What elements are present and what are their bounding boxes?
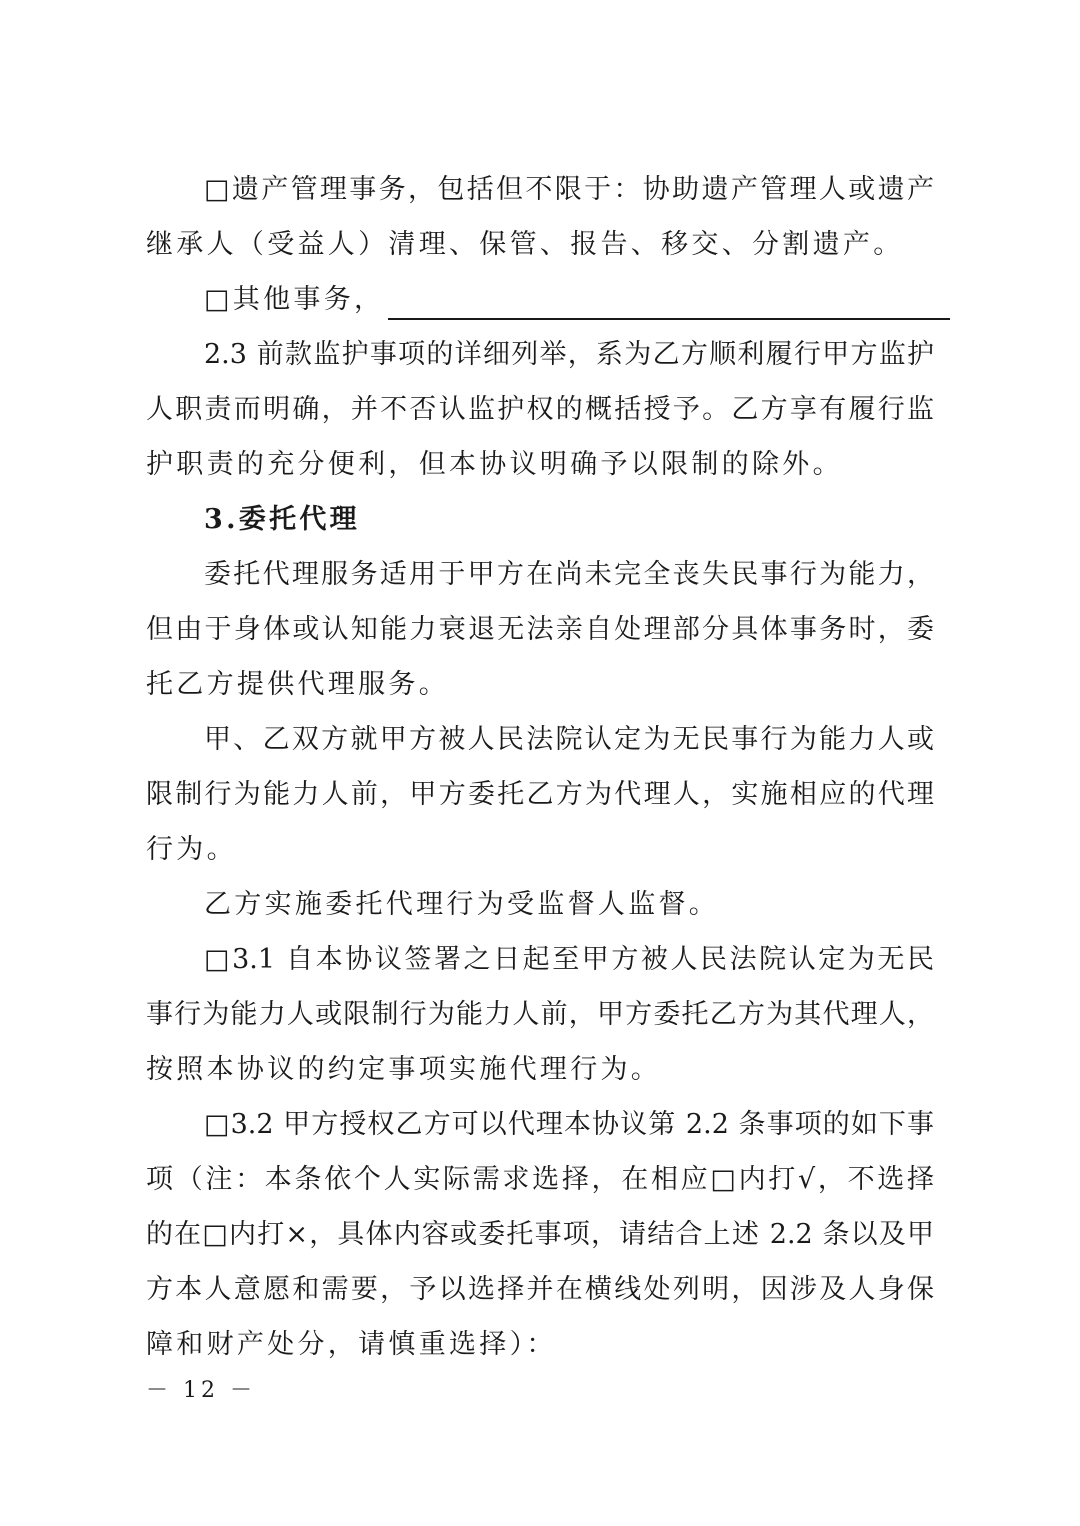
text-line xyxy=(0,280,1080,320)
text-line-content: 托乙方提供代理服务。 xyxy=(146,669,449,700)
text-line xyxy=(0,1160,934,1200)
text-line-content: 限制行为能力人前，甲方委托乙方为代理人，实施相应的代理 xyxy=(146,779,934,810)
text-line-content: 但由于身体或认知能力衰退无法亲自处理部分具体事务时，委 xyxy=(146,614,934,645)
text-line-content: 人职责而明确，并不否认监护权的概括授予。乙方享有履行监 xyxy=(146,394,934,425)
text-line xyxy=(0,1325,1080,1365)
text-line-content: 事行为能力人或限制行为能力人前，甲方委托乙方为其代理人， xyxy=(146,999,934,1030)
text-line xyxy=(0,995,934,1035)
text-line xyxy=(0,1105,934,1145)
text-line-content: 委托代理服务适用于甲方在尚未完全丧失民事行为能力， xyxy=(204,559,934,590)
text-line-content: 方本人意愿和需要，予以选择并在横线处列明，因涉及人身保 xyxy=(146,1274,934,1305)
text-line-content: 行为。 xyxy=(146,834,237,865)
text-line xyxy=(0,390,934,430)
text-line xyxy=(0,335,934,375)
text-line-content: 乙方实施委托代理行为受监督人监督。 xyxy=(204,889,720,920)
text-line-content: □3.2 甲方授权乙方可以代理本协议第 2.2 条事项的如下事 xyxy=(204,1109,934,1140)
text-line xyxy=(0,1215,934,1255)
text-line-content: □其他事务， xyxy=(204,284,385,315)
text-line-content: 2.3 前款监护事项的详细列举，系为乙方顺利履行甲方监护 xyxy=(204,339,934,370)
text-line-content: 按照本协议的约定事项实施代理行为。 xyxy=(146,1054,662,1085)
text-line xyxy=(0,555,934,595)
text-line xyxy=(0,830,1080,870)
section-heading xyxy=(0,500,1080,540)
text-line xyxy=(0,940,934,980)
text-line-content: 甲、乙双方就甲方被人民法院认定为无民事行为能力人或 xyxy=(204,724,934,755)
text-line-content: 项（注：本条依个人实际需求选择，在相应□内打√，不选择 xyxy=(146,1164,934,1195)
text-line-content: 的在□内打×，具体内容或委托事项，请结合上述 2.2 条以及甲 xyxy=(146,1219,934,1250)
text-line-content: □3.1 自本协议签署之日起至甲方被人民法院认定为无民 xyxy=(204,944,934,975)
text-line-content: □遗产管理事务，包括但不限于：协助遗产管理人或遗产 xyxy=(204,174,934,205)
text-line xyxy=(0,720,934,760)
text-line xyxy=(0,610,934,650)
text-line-content: 护职责的充分便利，但本协议明确予以限制的除外。 xyxy=(146,449,843,480)
text-line-content: 障和财产处分，请慎重选择）： xyxy=(146,1329,557,1360)
text-line xyxy=(0,445,1080,485)
text-line xyxy=(0,885,1080,925)
text-line xyxy=(0,170,934,210)
text-line xyxy=(0,775,934,815)
page-number: － 12 － xyxy=(146,1378,256,1403)
text-line xyxy=(0,1050,1080,1090)
text-line-content: 3.委托代理 xyxy=(204,504,360,535)
fill-in-blank-line[interactable] xyxy=(388,288,950,320)
text-line xyxy=(0,665,1080,705)
text-line xyxy=(0,1270,934,1310)
text-line xyxy=(0,225,1080,265)
text-line-content: 继承人（受益人）清理、保管、报告、移交、分割遗产。 xyxy=(146,229,904,260)
